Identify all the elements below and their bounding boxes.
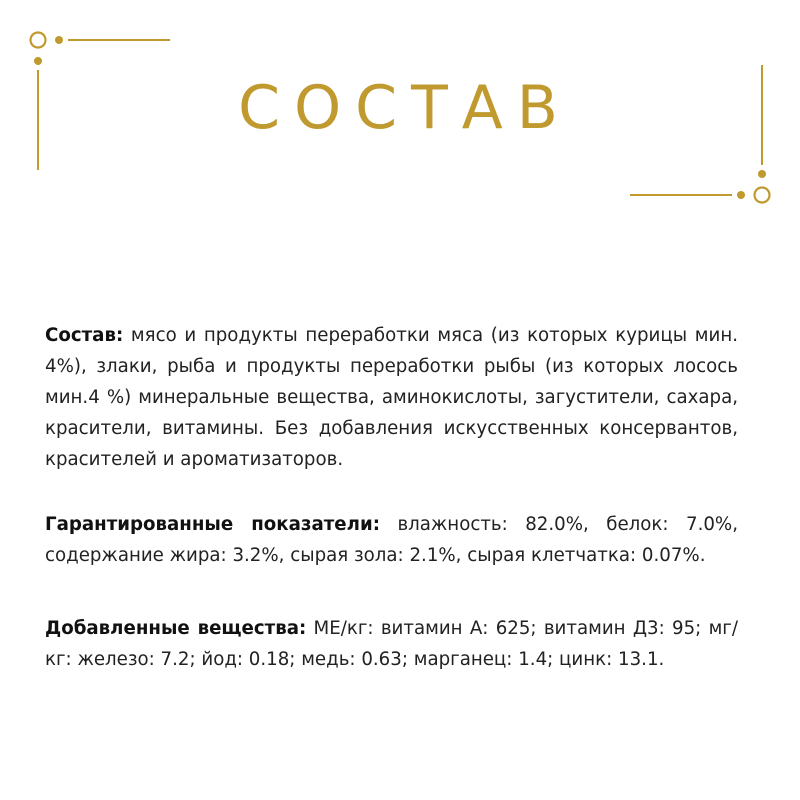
ornament-dot-top-left-v [34, 57, 42, 65]
additives-text: МЕ/кг: витамин А: 625; витамин Д3: 95; мг/кг: железо: 7.2; йод: 0.18; медь: 0.63; марганец: 1.4; цинк: 13.1. [45, 618, 738, 670]
ornament-dot-bottom-right-v [758, 170, 766, 178]
composition-text: мясо и продукты переработки мяса (из которых курицы мин. 4%), злаки, рыба и продукты переработки рыбы (из которых лосось мин.4 %) минеральные вещества, аминокислоты, загустители, сахара, красители, витамины. Без добавления искусственных консервантов, красителей и ароматизаторов. [45, 325, 738, 470]
ornament-ring-top-left [31, 33, 46, 48]
additives-label: Добавленные вещества: [45, 618, 307, 639]
ornament-ring-bottom-right [755, 188, 770, 203]
ornament-dot-top-left-h [55, 36, 63, 44]
composition-paragraph [45, 320, 738, 475]
guaranteed-analysis-text: влажность: 82.0%, белок: 7.0%, содержание жира: 3.2%, сырая зола: 2.1%, сырая клетчатка: 0.07%. [45, 514, 738, 566]
ornament-dot-bottom-right-h [737, 191, 745, 199]
page-title: СОСТАВ [238, 73, 572, 143]
composition-label: Состав: [45, 325, 124, 346]
guaranteed-analysis-paragraph [45, 509, 738, 571]
additives-paragraph [45, 613, 738, 675]
guaranteed-analysis-label: Гарантированные показатели: [45, 514, 380, 535]
